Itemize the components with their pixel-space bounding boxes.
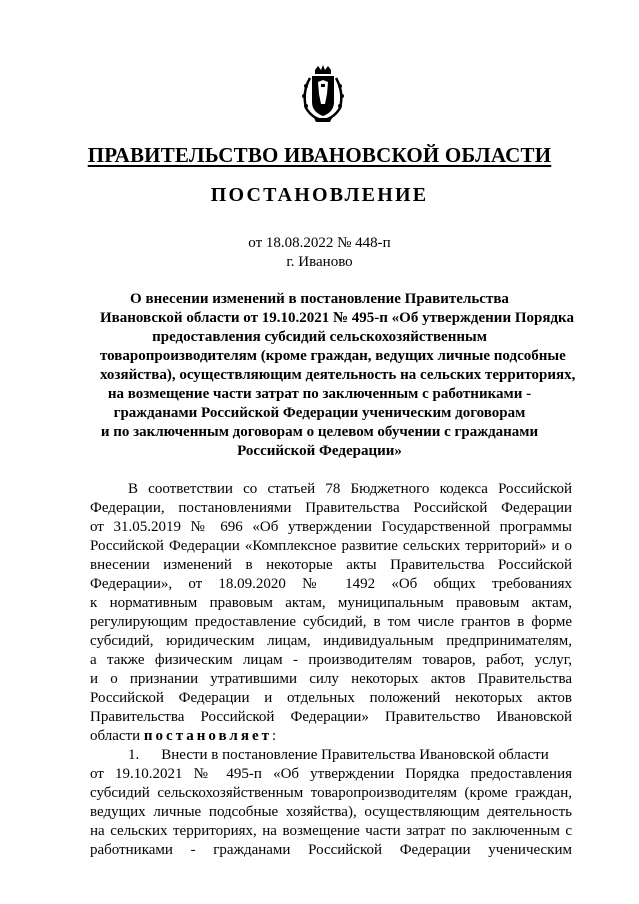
decree-line — [90, 727, 572, 746]
body-line: Федерации, постановлениями Правительства Российской Федерации — [90, 500, 572, 516]
document-meta — [0, 234, 639, 272]
subject-line: и по заключенным договорам о целевом обучении с гражданами — [100, 424, 539, 440]
subject-line: на возмещение части затрат по заключенным с работниками - — [107, 386, 532, 402]
item-number: 1. — [128, 747, 140, 763]
item-1-line: на сельских территориях, на возмещение части затрат по заключенным с — [90, 823, 572, 839]
decree-suffix: : — [272, 728, 277, 744]
coat-of-arms-icon — [298, 64, 348, 124]
body-line: а также физическим лицам - производителям товаров, работ, услуг, — [90, 652, 572, 668]
city: г. Иваново — [286, 254, 353, 270]
document-subject — [100, 290, 576, 461]
document-type-heading: ПОСТАНОВЛЕНИЕ — [210, 184, 429, 206]
body-line: Российской Федерации и отдельных положений некоторых актов — [90, 690, 572, 706]
subject-line: О внесении изменений в постановление Правительства — [130, 291, 509, 307]
decree-prefix: области — [90, 728, 141, 744]
item-1-line: ведущих личные подсобные хозяйства), осуществляющим деятельность — [90, 804, 572, 820]
item-1-first-line — [90, 746, 572, 765]
government-title: ПРАВИТЕЛЬСТВО ИВАНОВСКОЙ ОБЛАСТИ — [87, 143, 552, 167]
subject-line: Российской Федерации» — [237, 443, 402, 459]
body-line: В соответствии со статьей 78 Бюджетного кодекса Российской — [128, 481, 572, 497]
item-1-line: от 19.10.2021 № 495-п «Об утверждении Порядка предоставления — [90, 766, 572, 782]
body-line: Федерации», от 18.09.2020 № 1492 «Об общих требованиях — [90, 576, 572, 592]
body-line: Российской Федерации «Комплексное развитие сельских территорий» и о — [90, 538, 572, 554]
body-line: внесении изменений в некоторые акты Правительства Российской — [90, 557, 572, 573]
body-line: Правительства Российской Федерации» Правительство Ивановской — [90, 709, 572, 725]
body-line: регулирующим предоставление субсидий, в том числе грантов в форме — [90, 614, 572, 630]
subject-line: предоставления субсидий сельскохозяйственным — [152, 329, 487, 345]
subject-line: гражданами Российской Федерации ученическим договорам — [113, 405, 526, 421]
subject-line: хозяйства), осуществляющим деятельность на сельских территориях, — [100, 367, 576, 383]
subject-line: товаропроизводителям (кроме граждан, ведущих личные подсобные — [100, 348, 566, 364]
body-line: и о признании утратившими силу некоторых актов Правительства — [90, 671, 572, 687]
body-line: к нормативным правовым актам, муниципальным правовым актам, — [90, 595, 572, 611]
item-1-line: работниками - гражданами Российской Федерации ученическим — [90, 842, 572, 858]
item-1-line: субсидий сельскохозяйственным товаропроизводителям (кроме граждан, — [90, 785, 572, 801]
subject-line: Ивановской области от 19.10.2021 № 495-п «Об утверждении Порядка — [100, 310, 574, 326]
body-line: субсидий, юридическим лицам, индивидуальным предпринимателям, — [90, 633, 572, 649]
date-number: от 18.08.2022 № 448-п — [248, 235, 391, 251]
body-line: от 31.05.2019 № 696 «Об утверждении Государственной программы — [90, 519, 572, 535]
item-1-text: Внести в постановление Правительства Ивановской области — [161, 747, 549, 763]
decree-word: постановляет — [143, 728, 272, 744]
document-body — [90, 480, 572, 860]
